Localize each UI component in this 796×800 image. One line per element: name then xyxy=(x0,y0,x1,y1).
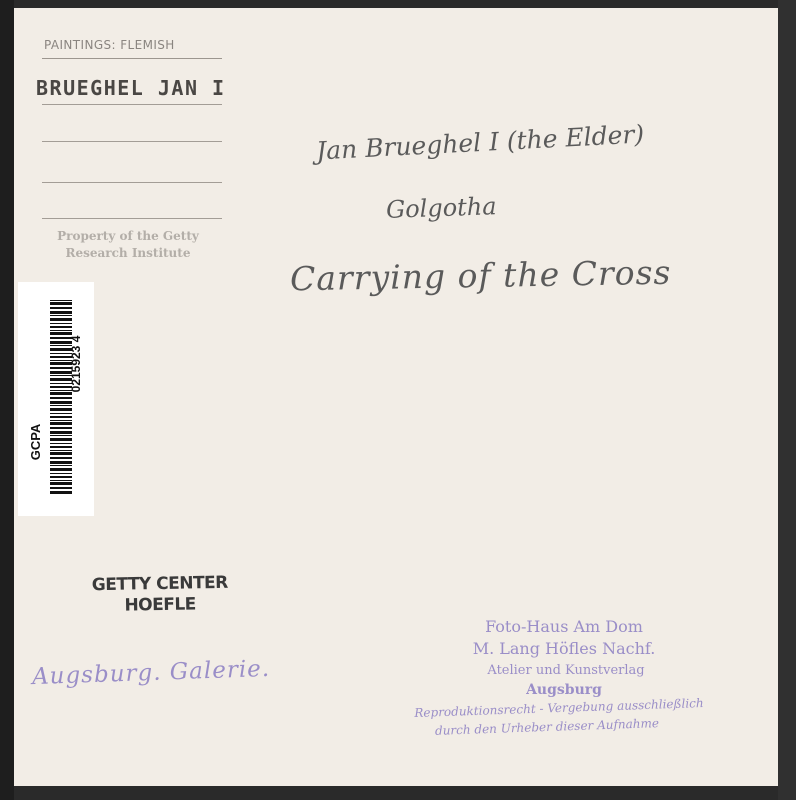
barcode-bar xyxy=(50,397,72,399)
photographer-stamp xyxy=(394,616,724,736)
property-stamp-line: Research Institute xyxy=(65,246,191,260)
barcode-bar xyxy=(50,476,72,478)
barcode-bar xyxy=(50,332,72,335)
barcode-bar xyxy=(50,315,72,316)
barcode-label xyxy=(18,282,94,516)
photographer-stamp-line: M. Lang Höfles Nachf. xyxy=(472,639,656,658)
barcode-bar xyxy=(50,438,72,441)
barcode-bar xyxy=(50,422,72,425)
barcode-bar xyxy=(50,457,72,459)
property-stamp xyxy=(48,228,208,262)
barcode-bar xyxy=(50,443,72,444)
barcode-bar xyxy=(50,465,72,466)
barcode-bar xyxy=(50,302,72,305)
barcode-bar xyxy=(50,326,72,328)
barcode-bar xyxy=(50,307,72,309)
photographer-stamp-line: Foto-Haus Am Dom xyxy=(485,617,643,636)
barcode-bar xyxy=(50,491,72,494)
barcode-bar xyxy=(50,480,72,481)
photographer-stamp-line: Reproduktionsrecht - Vergebung ausschließlich xyxy=(414,695,704,721)
index-rule xyxy=(42,141,222,142)
barcode-bar xyxy=(50,450,72,451)
barcode-bar xyxy=(50,487,72,489)
index-rule xyxy=(42,218,222,219)
category-rule xyxy=(42,58,222,59)
augsburg-galerie-stamp: Augsburg. Galerie. xyxy=(31,655,271,691)
barcode-bar xyxy=(50,468,72,471)
barcode-bar xyxy=(50,311,72,314)
index-rule xyxy=(42,182,222,183)
barcode-bar xyxy=(50,323,72,324)
photo-mount-card xyxy=(14,8,778,786)
barcode-bar xyxy=(50,300,72,301)
barcode-bar xyxy=(50,413,72,414)
getty-center-stamp xyxy=(70,572,251,617)
handwritten-artist: Jan Brueghel I (the Elder) xyxy=(315,119,645,166)
artist-heading: BRUEGHEL JAN I xyxy=(36,76,226,100)
photographer-stamp-line: Augsburg xyxy=(526,682,602,698)
barcode-number: 0215923 4 xyxy=(69,335,83,393)
photographer-stamp-line: Atelier und Kunstverlag xyxy=(487,663,645,678)
barcode-bar xyxy=(50,431,72,434)
barcode-bar xyxy=(50,405,72,406)
handwritten-title: Golgotha xyxy=(385,192,497,224)
scanner-frame-left xyxy=(0,0,14,800)
barcode-bar xyxy=(50,416,72,418)
scanner-frame-right xyxy=(778,0,796,800)
barcode-bar xyxy=(50,473,72,474)
barcode-bar xyxy=(50,420,72,421)
barcode-bar xyxy=(50,452,72,455)
getty-stamp-line: GETTY CENTER xyxy=(91,572,228,596)
barcode-bar xyxy=(50,435,72,436)
property-stamp-line: Property of the Getty xyxy=(57,229,199,243)
barcode-bars xyxy=(50,300,72,494)
barcode-collection: GCPA xyxy=(28,423,43,461)
getty-stamp-line: HOEFLE xyxy=(124,594,197,616)
barcode-bar xyxy=(50,318,72,321)
barcode-bar xyxy=(50,482,72,485)
barcode-bar xyxy=(50,408,72,411)
handwritten-subject: Carrying of the Cross xyxy=(289,252,672,299)
index-rule xyxy=(42,104,222,105)
category-stamp: PAINTINGS: FLEMISH xyxy=(44,38,175,52)
barcode-bar xyxy=(50,330,72,331)
barcode-bar xyxy=(50,427,72,429)
barcode xyxy=(18,282,94,516)
photographer-stamp-line: durch den Urheber dieser Aufnahme xyxy=(434,716,660,738)
barcode-bar xyxy=(50,401,72,404)
barcode-bar xyxy=(50,461,72,464)
barcode-bar xyxy=(50,446,72,448)
